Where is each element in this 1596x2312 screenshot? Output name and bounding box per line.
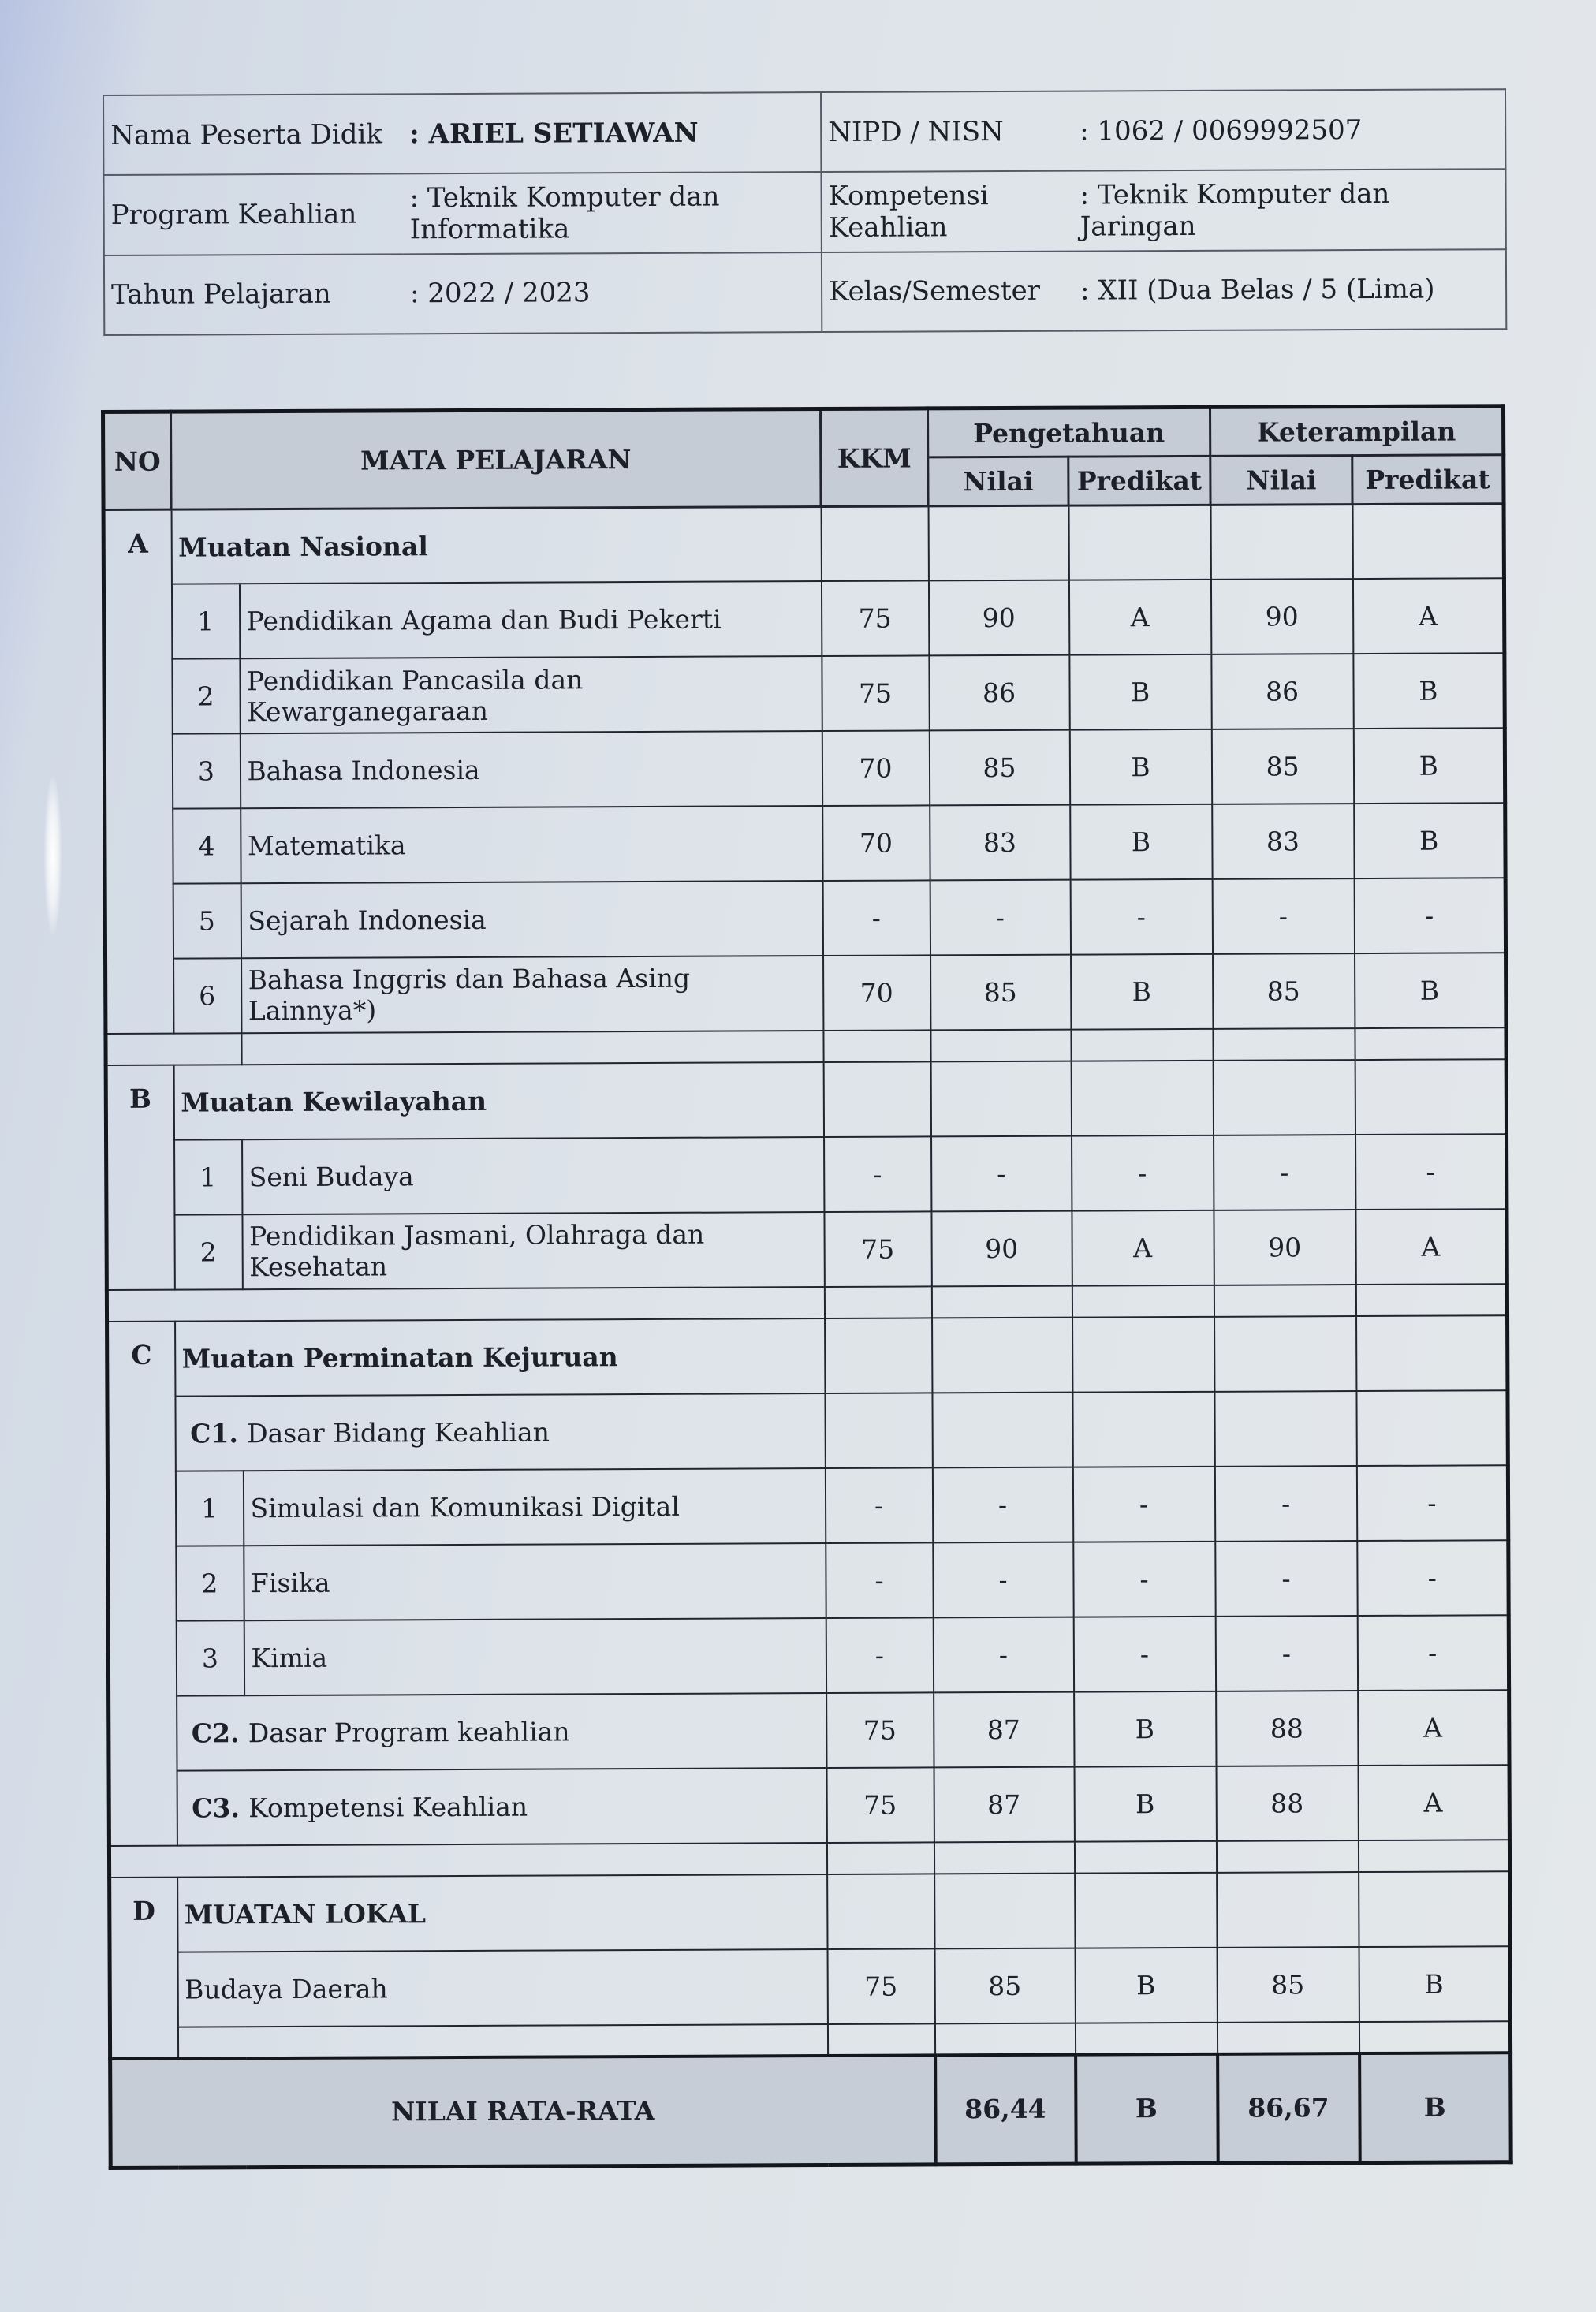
knowledge-score: 87: [934, 1691, 1074, 1767]
kkm-value: 75: [821, 581, 928, 657]
average-row: [110, 2053, 1512, 2168]
kkm-value: -: [826, 1617, 933, 1693]
skills-score: 88: [1216, 1766, 1358, 1841]
knowledge-grade: B: [1069, 654, 1211, 730]
kkm-value: 75: [826, 1767, 934, 1843]
kkm-value: 75: [822, 656, 929, 732]
knowledge-grade: A: [1072, 1210, 1214, 1286]
skills-grade: B: [1359, 1946, 1510, 2022]
section-a-title: Muatan Nasional: [171, 507, 821, 585]
kkm-value: 75: [826, 1692, 934, 1768]
skills-score: 90: [1210, 579, 1352, 654]
subject-name: Fisika: [244, 1543, 826, 1620]
skills-grade: -: [1355, 1134, 1507, 1210]
kkm-value: 70: [822, 806, 930, 882]
competency-label: Kompetensi Keahlian: [821, 171, 1073, 252]
subject-name: Bahasa Inggris dan Bahasa Asing Lainnya*): [241, 956, 823, 1033]
knowledge-score: -: [933, 1617, 1073, 1692]
skills-score: 86: [1211, 654, 1353, 729]
skills-grade: -: [1357, 1540, 1508, 1616]
skills-score: 85: [1213, 953, 1355, 1029]
table-row: [110, 1946, 1510, 2027]
skills-grade: A: [1355, 1209, 1507, 1285]
average-skills-score: 86,67: [1218, 2053, 1360, 2164]
knowledge-grade: -: [1070, 879, 1212, 955]
knowledge-score: -: [930, 880, 1070, 956]
c3-name: Kompetensi Keahlian: [248, 1791, 528, 1823]
skills-score: 83: [1212, 804, 1354, 879]
knowledge-score: -: [933, 1542, 1073, 1617]
skills-grade: B: [1354, 803, 1505, 878]
kkm-value: -: [824, 1136, 931, 1212]
section-c-title: Muatan Perminatan Kejuruan: [175, 1318, 825, 1397]
header-knowledge-grade: Predikat: [1068, 456, 1210, 505]
skills-score: -: [1215, 1541, 1357, 1617]
skills-grade: A: [1358, 1690, 1509, 1766]
header-skills: Keterampilan: [1210, 406, 1504, 457]
year-value: : 2022 / 2023: [404, 252, 822, 334]
table-row: [108, 1615, 1508, 1696]
table-row: [107, 1465, 1508, 1546]
knowledge-score: 85: [930, 955, 1071, 1031]
subject-name: Seni Budaya: [242, 1137, 824, 1214]
section-c-letter: C: [107, 1322, 177, 1846]
light-glare: [44, 777, 62, 934]
section-a-letter: A: [103, 509, 173, 1034]
section-d-letter: D: [110, 1877, 178, 2058]
row-no: 2: [176, 1546, 244, 1620]
c1-name: Dasar Bidang Keahlian: [247, 1416, 550, 1449]
skills-score: -: [1215, 1616, 1357, 1691]
table-row: [104, 654, 1505, 735]
nisn-label: NIPD / NISN: [821, 91, 1073, 173]
name-label: Nama Peserta Didik: [103, 94, 403, 175]
header-kkm: KKM: [821, 408, 929, 507]
grades-table: [101, 404, 1513, 2170]
knowledge-score: -: [932, 1467, 1072, 1543]
section-b-letter: B: [106, 1065, 174, 1290]
header-knowledge-score: Nilai: [928, 457, 1068, 506]
year-label: Tahun Pelajaran: [104, 254, 404, 335]
subject-name: Bahasa Indonesia: [240, 731, 822, 808]
knowledge-grade: A: [1068, 580, 1210, 655]
skills-score: 85: [1217, 1947, 1359, 2023]
kkm-value: 70: [822, 731, 929, 807]
skills-score: 90: [1214, 1210, 1355, 1285]
student-name: : ARIEL SETIAWAN: [409, 117, 699, 150]
knowledge-grade: B: [1071, 954, 1213, 1030]
header-knowledge: Pengetahuan: [928, 407, 1210, 457]
section-b-title: Muatan Kewilayahan: [173, 1062, 823, 1140]
skills-score: 88: [1216, 1691, 1358, 1766]
skills-score: -: [1212, 878, 1354, 954]
header-skills-grade: Predikat: [1352, 455, 1504, 505]
row-no: 4: [173, 808, 241, 883]
header-subject: MATA PELAJARAN: [171, 409, 822, 510]
knowledge-grade: -: [1072, 1135, 1214, 1211]
knowledge-score: 90: [931, 1211, 1072, 1287]
knowledge-grade: B: [1069, 729, 1211, 805]
subsection-c2-row: [109, 1690, 1509, 1771]
subject-name: Simulasi dan Komunikasi Digital: [243, 1468, 825, 1546]
table-row: [104, 729, 1505, 810]
knowledge-grade: B: [1070, 804, 1212, 880]
table-row: [108, 1540, 1508, 1621]
average-skills-grade: B: [1359, 2053, 1512, 2163]
program-label: Program Keahlian: [103, 174, 403, 255]
subject-name: Sejarah Indonesia: [241, 881, 822, 958]
subject-name: Budaya Daerah: [177, 1949, 827, 2027]
knowledge-score: 83: [930, 805, 1070, 881]
class-value: : XII (Dua Belas / 5 (Lima): [1074, 249, 1506, 331]
table-row: [103, 579, 1504, 660]
subject-name: Pendidikan Agama dan Budi Pekerti: [239, 581, 821, 658]
kkm-value: -: [826, 1542, 933, 1618]
class-label: Kelas/Semester: [822, 251, 1074, 332]
row-no: 1: [175, 1471, 243, 1546]
knowledge-grade: B: [1074, 1766, 1216, 1841]
row-no: 1: [174, 1139, 242, 1214]
skills-grade: B: [1353, 654, 1505, 729]
knowledge-grade: -: [1073, 1542, 1215, 1617]
table-row: [106, 953, 1506, 1034]
nisn-value: : 1062 / 0069992507: [1073, 89, 1505, 171]
skills-grade: -: [1354, 878, 1505, 953]
subsection-c3-row: [109, 1765, 1509, 1846]
row-no: 2: [174, 1214, 242, 1289]
average-label: NILAI RATA-RATA: [110, 2055, 936, 2168]
skills-grade: B: [1355, 953, 1506, 1028]
row-no: 3: [176, 1620, 244, 1695]
subject-name: Pendidikan Pancasila dan Kewarganegaraan: [240, 656, 822, 733]
c1-code: C1.: [190, 1418, 238, 1449]
skills-score: -: [1214, 1135, 1355, 1210]
kkm-value: -: [822, 881, 930, 956]
header-skills-score: Nilai: [1210, 456, 1352, 505]
row-no: 6: [173, 958, 241, 1033]
row-no: 5: [173, 883, 241, 958]
table-row: [106, 1134, 1507, 1215]
row-no: 2: [172, 659, 240, 734]
skills-grade: -: [1356, 1465, 1508, 1541]
program-value: : Teknik Komputer dan Informatika: [403, 172, 821, 254]
section-d-title: MUATAN LOKAL: [177, 1874, 827, 1952]
knowledge-score: 85: [934, 1948, 1075, 2023]
knowledge-grade: B: [1074, 1691, 1216, 1767]
student-info-table: [103, 88, 1507, 336]
knowledge-grade: B: [1075, 1947, 1217, 2023]
average-knowledge-grade: B: [1076, 2054, 1218, 2165]
knowledge-score: 90: [928, 580, 1068, 656]
competency-value: : Teknik Komputer dan Jaringan: [1073, 170, 1505, 252]
knowledge-score: 87: [934, 1766, 1074, 1842]
row-no: 3: [172, 734, 240, 809]
average-knowledge-score: 86,44: [935, 2054, 1076, 2165]
skills-grade: -: [1357, 1615, 1508, 1691]
kkm-value: 70: [823, 955, 930, 1031]
skills-grade: A: [1352, 579, 1504, 654]
knowledge-grade: -: [1072, 1467, 1214, 1542]
header-no: NO: [103, 412, 172, 509]
subsection-c1-row: [107, 1390, 1508, 1471]
table-row: [105, 878, 1505, 959]
kkm-value: 75: [827, 1948, 934, 2024]
kkm-value: 75: [824, 1211, 931, 1287]
c3-code: C3.: [192, 1792, 241, 1824]
skills-score: -: [1214, 1466, 1356, 1542]
knowledge-score: 86: [929, 655, 1069, 731]
knowledge-score: 85: [929, 730, 1069, 806]
knowledge-score: -: [931, 1136, 1072, 1212]
subject-name: Pendidikan Jasmani, Olahraga dan Kesehatan: [242, 1212, 824, 1289]
kkm-value: -: [825, 1467, 932, 1543]
row-no: 1: [171, 584, 239, 659]
table-row: [105, 803, 1505, 884]
knowledge-grade: -: [1073, 1617, 1215, 1692]
c2-code: C2.: [191, 1717, 240, 1749]
table-row: [106, 1209, 1507, 1290]
subject-name: Kimia: [244, 1618, 826, 1695]
skills-grade: B: [1353, 729, 1505, 804]
skills-score: 85: [1211, 729, 1353, 804]
subject-name: Matematika: [241, 806, 822, 883]
c2-name: Dasar Program keahlian: [248, 1716, 570, 1748]
skills-grade: A: [1358, 1765, 1509, 1840]
